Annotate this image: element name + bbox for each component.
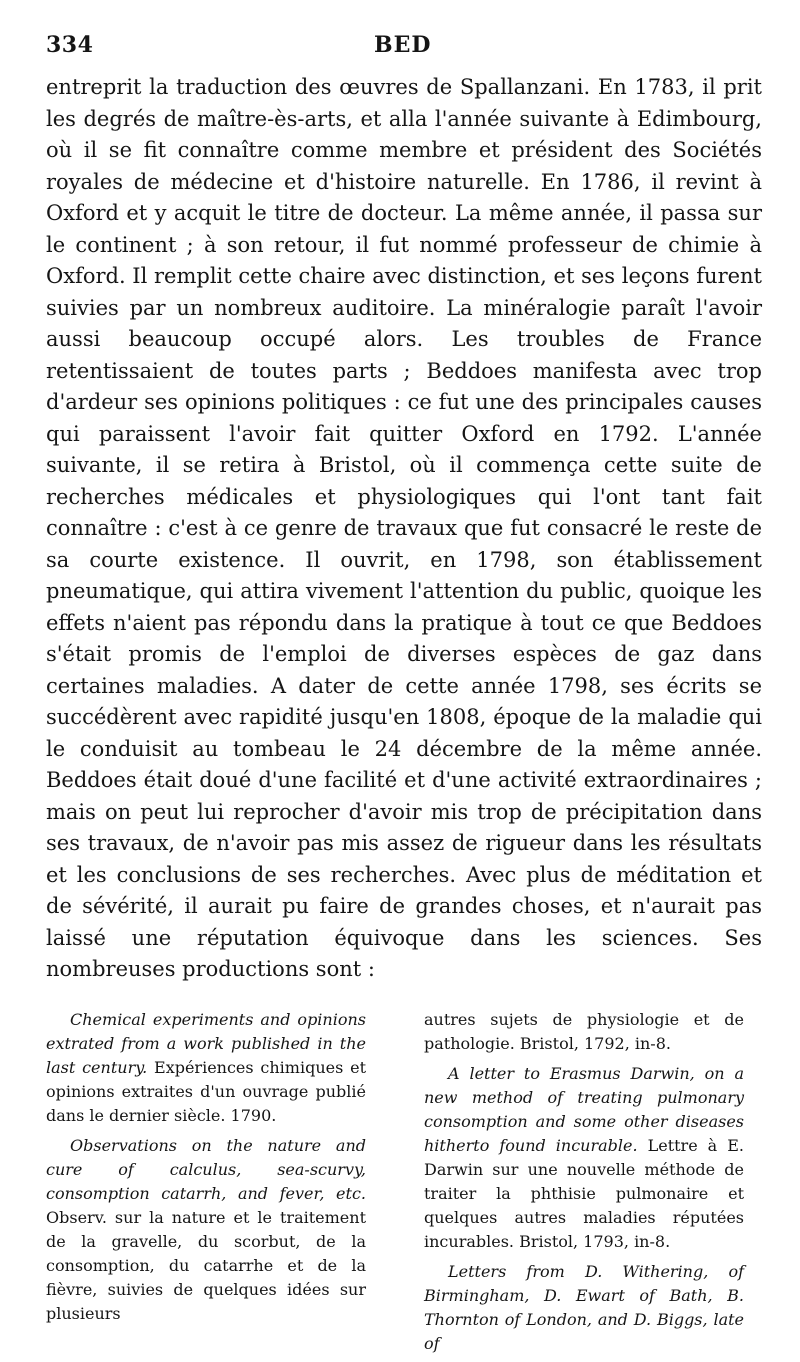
entry-text: Expériences chimiques et opinions extraites d'un ouvrage publié dans le dernier siècle. 1790. xyxy=(46,1057,366,1125)
entry-title: Letters from D. Withering, of Birmingham, D. Ewart of Bath, B. Thornton of London, and D. Biggs, late of xyxy=(424,1261,744,1353)
main-paragraph: entreprit la traduction des œuvres de Spallanzani. En 1783, il prit les degrés de maître-ès-arts, et alla l'année suivante à Edimbourg, où il se fit connaître comme membre et président des Sociétés royales de médecine et d'histoire naturelle. En 1786, il revint à Oxford et y acquit le titre de docteur. La même année, il passa sur le continent ; à son retour, il fut nommé professeur de chimie à Oxford. Il remplit cette chaire avec distinction, et ses leçons furent suivies par un nombreux auditoire. La minéralogie paraît l'avoir aussi beaucoup occupé alors. Les troubles de France retentissaient de toutes parts ; Beddoes manifesta avec trop d'ardeur ses opinions politiques : ce fut une des principales causes qui paraissent l'avoir fait quitter Oxford en 1792. L'année suivante, il se retira à Bristol, où il commença cette suite de recherches médicales et physiologiques qui l'ont tant fait connaître : c'est à ce genre de travaux que fut consacré le reste de sa courte existence. Il ouvrit, en 1798, son établissement pneumatique, qui attira vivement l'attention du public, quoique les effets n'aient pas répondu dans la pratique à tout ce que Beddoes s'était promis de l'emploi de diverses espèces de gaz dans certaines maladies. A dater de cette année 1798, ses écrits se succédèrent avec rapidité jusqu'en 1808, époque de la maladie qui le conduisit au tombeau le 24 décembre de la même année. Beddoes était doué d'une facilité et d'une activité extraordinaires ; mais on peut lui reprocher d'avoir mis trop de précipitation dans ses travaux, de n'avoir pas mis assez de rigueur dans les résultats et les conclusions de ses recherches. Avec plus de méditation et de sévérité, il aurait pu faire de grandes choses, et n'aurait pas laissé une réputation équivoque dans les sciences. Ses nombreuses productions sont : xyxy=(46,75,762,981)
entry-title: Observations on the nature and cure of calculus, sea-scurvy, consomption catarrh, and fever, etc. xyxy=(46,1135,366,1203)
page-number: 334 xyxy=(46,32,94,58)
entry-title: A letter to Erasmus Darwin, on a new method of treating pulmonary consomption and some other diseases hitherto found incurable. xyxy=(424,1063,744,1155)
book-page xyxy=(46,32,768,1353)
entry-text: Observ. sur la nature et le traitement de la gravelle, du scorbut, de la consomption, du catarrhe et de la fièvre, suivies de quelques idées sur plusieurs xyxy=(46,1207,366,1323)
bibliography-columns xyxy=(46,1008,768,1362)
entry-text: Lettre à E. Darwin sur une nouvelle méthode de traiter la phthisie pulmonaire et quelques autres maladies réputées incurables. Bristol, 1793, in-8. xyxy=(424,1135,745,1251)
main-text-block xyxy=(46,72,762,986)
left-column xyxy=(46,1008,366,1362)
entry-title: Chemical experiments and opinions extrated from a work published in the last century. xyxy=(46,1009,366,1077)
running-head: BED xyxy=(374,32,432,58)
page-header xyxy=(46,32,768,72)
right-column xyxy=(424,1008,744,1362)
bibliography-entry xyxy=(424,1260,744,1356)
bibliography-entry xyxy=(46,1134,366,1326)
bibliography-entry-continued: autres sujets de physiologie et de pathologie. Bristol, 1792, in-8. xyxy=(424,1009,744,1053)
bibliography-entry xyxy=(424,1062,744,1254)
bibliography-entry xyxy=(46,1008,366,1128)
